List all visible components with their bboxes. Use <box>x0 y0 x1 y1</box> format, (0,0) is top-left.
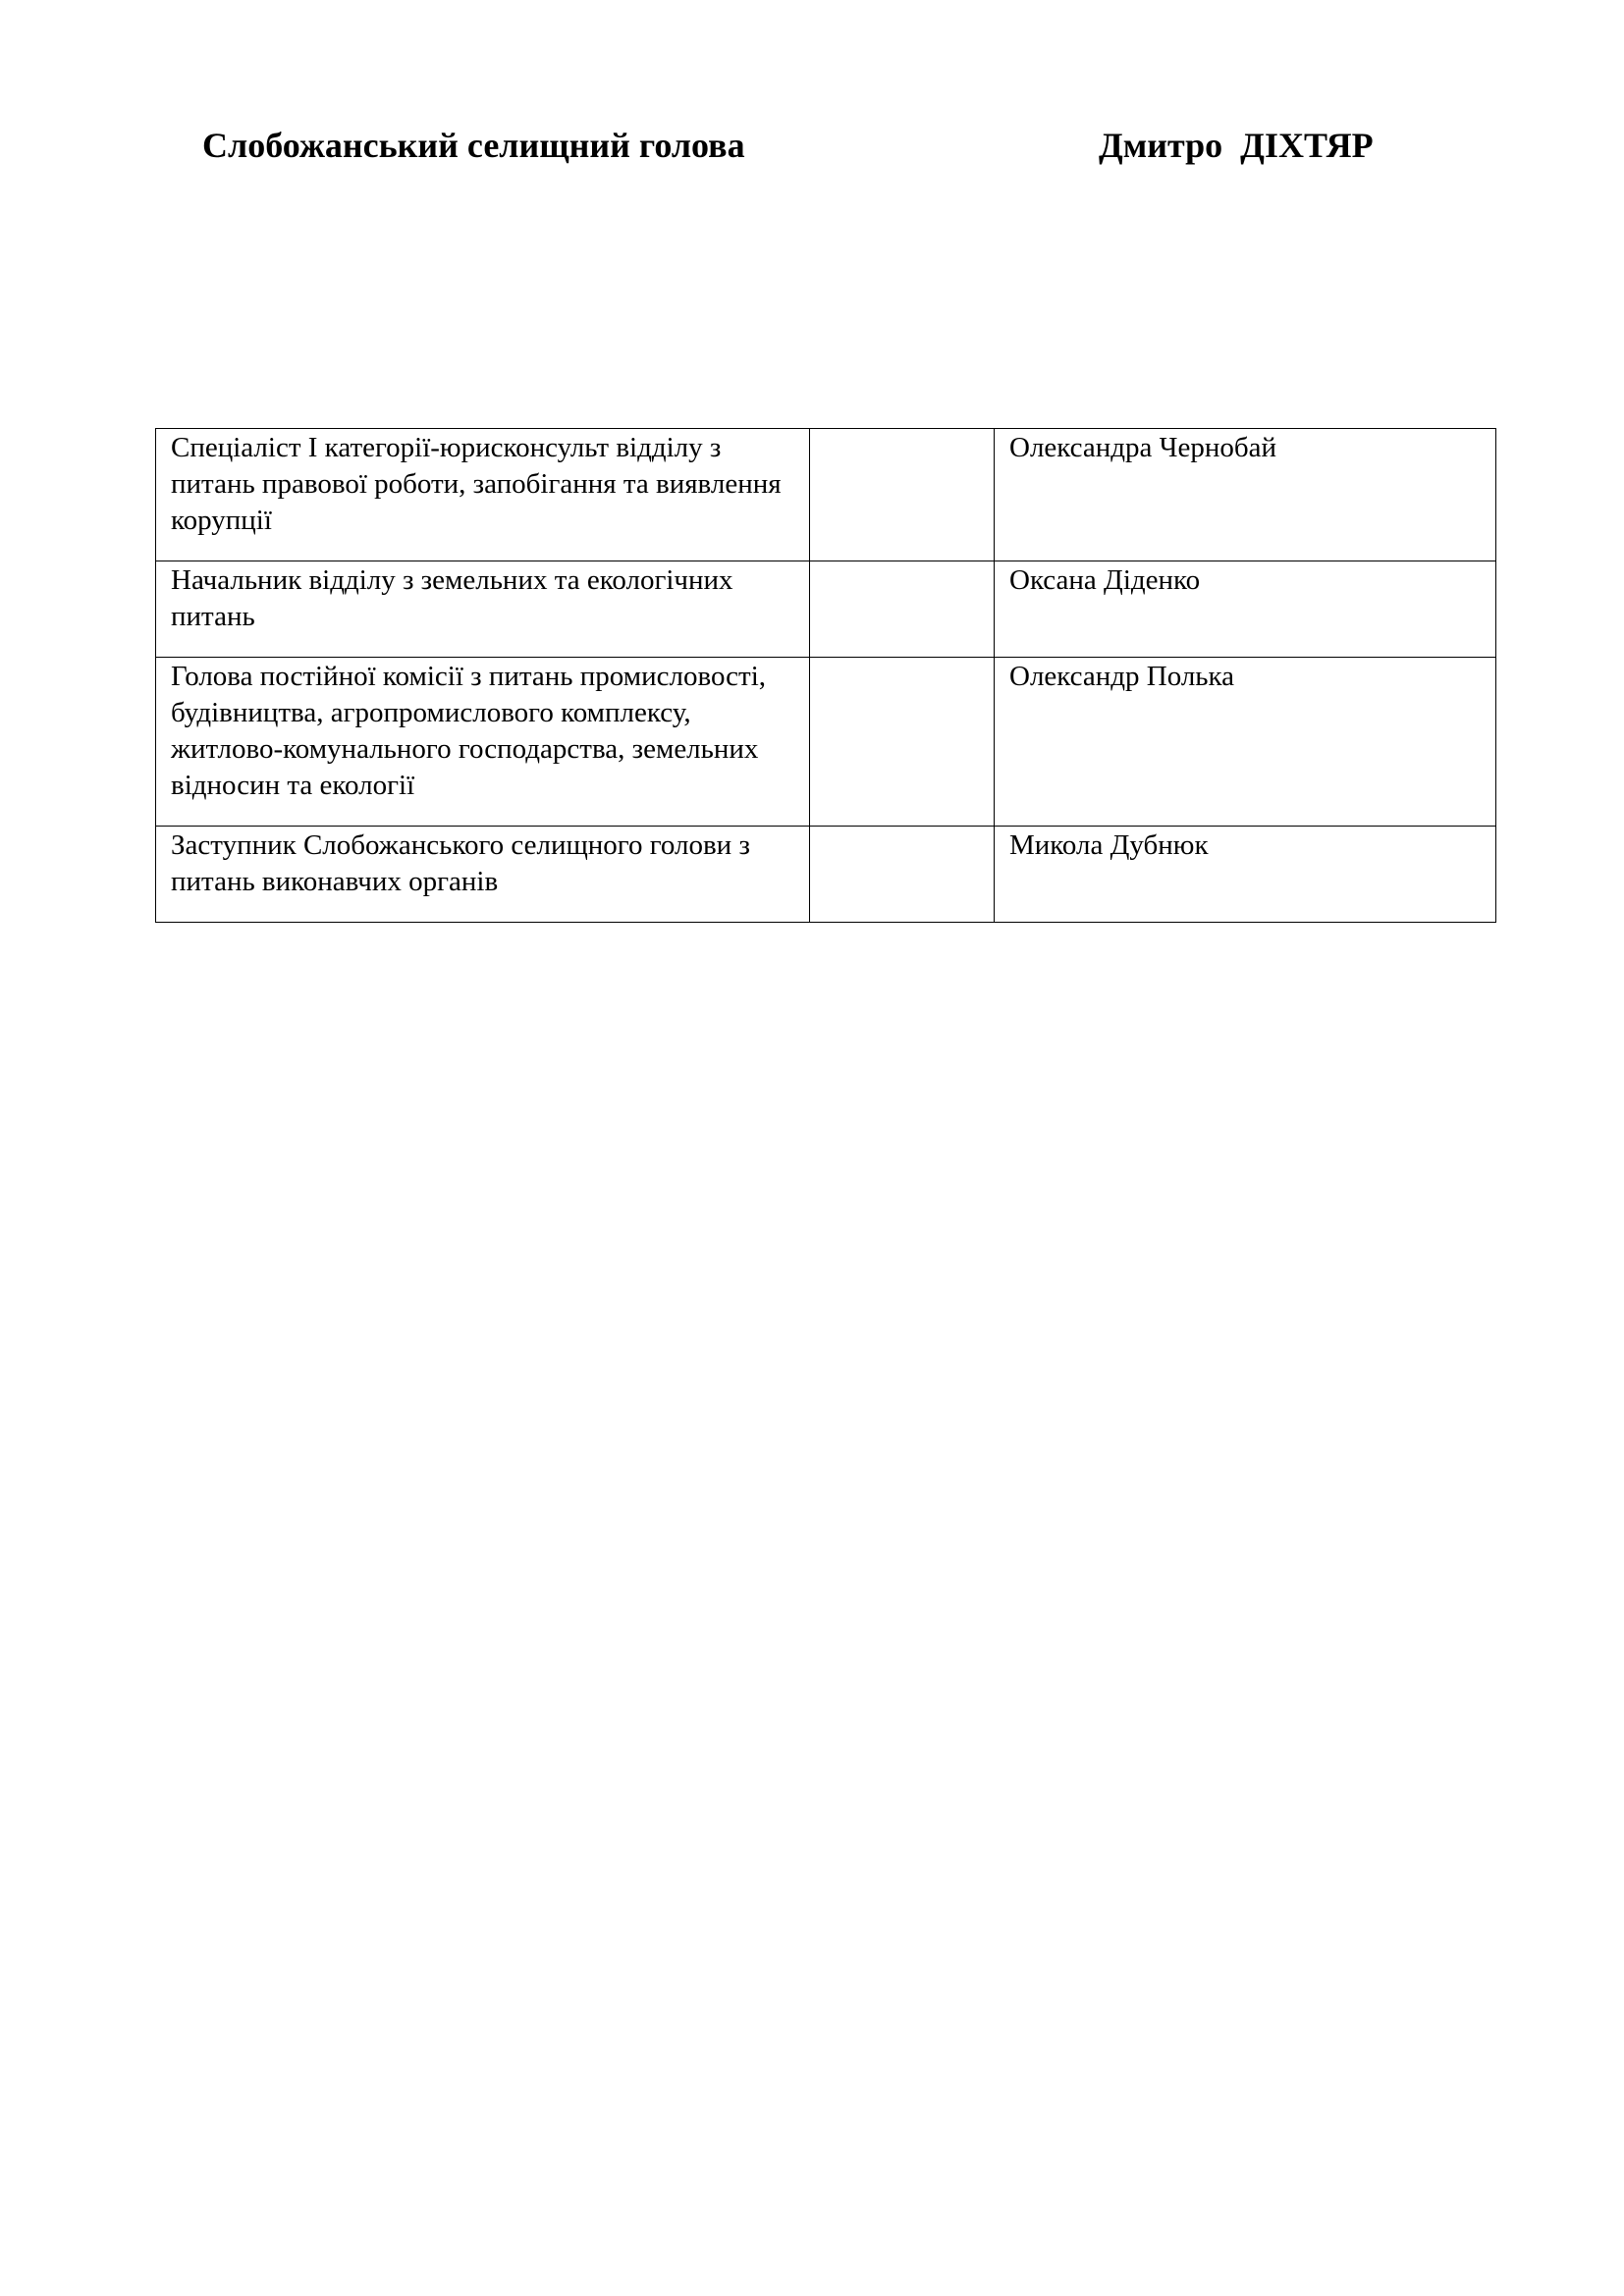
position-cell: Голова постійної комісії з питань промисловості, будівництва, агропромислового комплексу, житлово-комунального господарства, земельних відносин та екології <box>156 658 810 827</box>
table-row <box>156 827 1496 923</box>
table-row <box>156 429 1496 561</box>
approvals-table <box>155 428 1496 923</box>
name-cell: Микола Дубнюк <box>995 827 1496 923</box>
signature-cell <box>810 429 995 561</box>
signature-cell <box>810 658 995 827</box>
name-cell: Олександра Чернобай <box>995 429 1496 561</box>
name-cell: Оксана Діденко <box>995 561 1496 658</box>
head-name: Дмитро ДІХТЯР <box>1099 126 1374 165</box>
position-cell: Заступник Слобожанського селищного голови з питань виконавчих органів <box>156 827 810 923</box>
name-cell: Олександр Полька <box>995 658 1496 827</box>
table-row <box>156 561 1496 658</box>
position-cell: Спеціаліст І категорії-юрисконсульт відділу з питань правової роботи, запобігання та виявлення корупції <box>156 429 810 561</box>
head-signature-line <box>0 125 1624 184</box>
signature-cell <box>810 561 995 658</box>
signature-cell <box>810 827 995 923</box>
head-position-title: Слобожанський селищний голова <box>202 126 745 165</box>
position-cell: Начальник відділу з земельних та екологічних питань <box>156 561 810 658</box>
table-row <box>156 658 1496 827</box>
